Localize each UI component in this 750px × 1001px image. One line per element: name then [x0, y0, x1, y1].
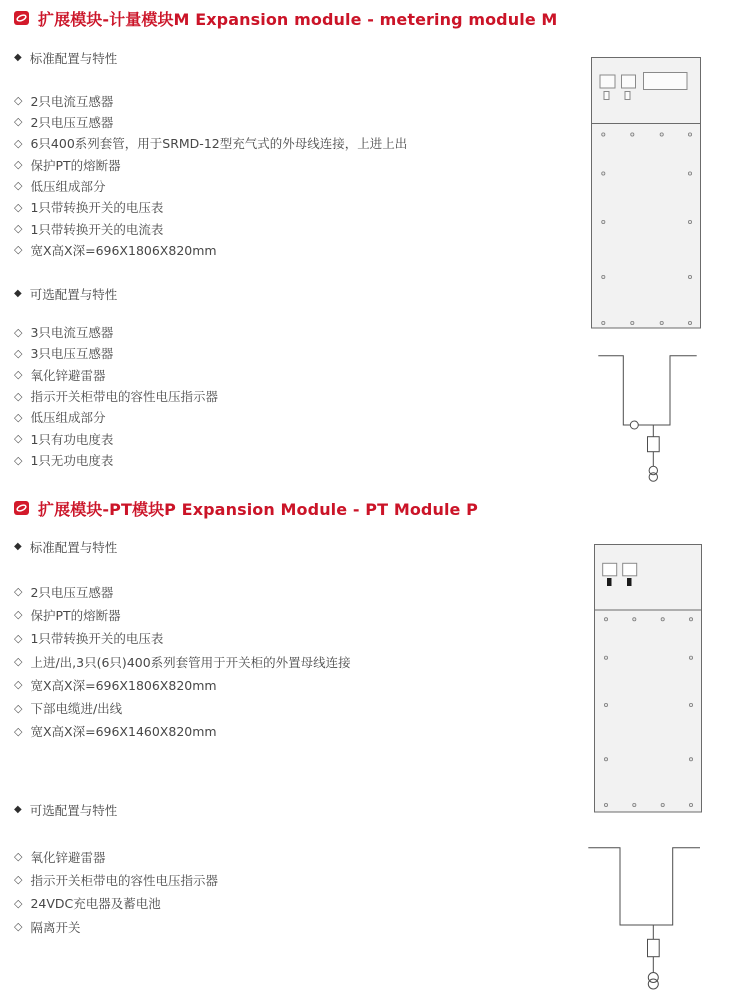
list-item [14, 449, 218, 470]
open-diamond-icon: ◇ [14, 655, 23, 669]
open-diamond-icon: ◇ [14, 896, 23, 910]
open-diamond-icon: ◇ [14, 325, 23, 339]
list-item-text: 保护PT的熔断器 [30, 607, 121, 623]
open-diamond-icon: ◇ [14, 585, 23, 599]
swoosh-icon [14, 11, 29, 25]
brand-badge-icon [14, 11, 29, 25]
meter-window [623, 563, 637, 576]
heading-label: 可选配置与特性 [29, 287, 118, 302]
meter-window [622, 75, 636, 88]
list-item-text: 宽X高X深=696X1806X820mm [30, 242, 217, 258]
list-item [14, 175, 407, 196]
list-item-text: 3只电压互感器 [30, 346, 114, 362]
list-item [14, 428, 218, 449]
filled-diamond-icon: ◆ [14, 804, 22, 815]
list-item [14, 696, 351, 719]
section-1-title: 扩展模块-计量模块M Expansion module - metering module M [38, 9, 558, 29]
open-diamond-icon: ◇ [14, 608, 23, 622]
open-diamond-icon: ◇ [14, 346, 23, 360]
list-item-text: 低压组成部分 [30, 178, 106, 194]
open-diamond-icon: ◇ [14, 678, 23, 692]
list-item-text: 6只400系列套管，用于SRMD-12型充气式的外母线连接，上进上出 [30, 136, 408, 152]
open-diamond-icon: ◇ [14, 724, 23, 738]
cabinet-front-figure-m [591, 57, 701, 329]
list-item-text: 指示开关柜带电的容性电压指示器 [30, 872, 218, 888]
meter-window [600, 75, 615, 88]
list-item-text: 氧化锌避雷器 [30, 367, 106, 383]
list-item [14, 385, 218, 406]
single-line-diagram-svg-m [585, 350, 705, 486]
filled-diamond-icon: ◆ [14, 541, 22, 552]
fuse-symbol [648, 437, 660, 452]
list-item-text: 1只有功电度表 [30, 431, 114, 447]
list-item [14, 650, 351, 673]
list-item-text: 宽X高X深=696X1806X820mm [30, 677, 217, 693]
list-item-text: 下部电缆进/出线 [30, 701, 123, 717]
list-item-text: 2只电压互感器 [30, 584, 114, 600]
open-diamond-icon: ◇ [14, 920, 23, 934]
section-2-title-row [14, 497, 478, 519]
fuse-symbol [648, 939, 660, 956]
busbar-u-loop [598, 356, 696, 425]
nameplate-window [644, 73, 688, 90]
cabinet-front-svg-p [594, 544, 702, 813]
open-diamond-icon: ◇ [14, 410, 23, 424]
heading-label: 可选配置与特性 [29, 803, 118, 818]
current-transformer-symbol [630, 421, 638, 429]
list-item-text: 隔离开关 [30, 919, 81, 935]
meter-window [603, 563, 617, 576]
list-item [14, 343, 218, 364]
switch-slot [607, 578, 612, 586]
list-item [14, 673, 351, 696]
list-item [14, 239, 407, 260]
filled-diamond-icon: ◆ [14, 288, 22, 299]
section-2-optional-list [14, 845, 218, 938]
list-item [14, 892, 218, 915]
heading-label: 标准配置与特性 [29, 51, 118, 66]
list-item-text: 1只无功电度表 [30, 453, 114, 469]
list-item-text: 氧化锌避雷器 [30, 849, 106, 865]
open-diamond-icon: ◇ [14, 453, 23, 467]
list-item-text: 指示开关柜带电的容性电压指示器 [30, 389, 218, 405]
section-1-standard-heading [14, 51, 117, 65]
open-diamond-icon: ◇ [14, 115, 23, 129]
heading-label: 标准配置与特性 [29, 540, 118, 555]
list-item-text: 1只带转换开关的电流表 [30, 221, 164, 237]
circuit-diagram-figure-m [585, 350, 705, 486]
switch-slot [604, 92, 609, 100]
list-item-text: 宽X高X深=696X1460X820mm [30, 724, 217, 740]
open-diamond-icon: ◇ [14, 243, 23, 257]
list-item [14, 154, 407, 175]
open-diamond-icon: ◇ [14, 850, 23, 864]
filled-diamond-icon: ◆ [14, 52, 22, 63]
section-2-title: 扩展模块-PT模块P Expansion Module - PT Module P [38, 499, 479, 519]
section-1-title-row [14, 7, 557, 29]
list-item-text: 3只电流互感器 [30, 325, 114, 341]
list-item-text: 2只电压互感器 [30, 114, 114, 130]
cabinet-front-svg-m [591, 57, 701, 329]
section-1-optional-heading [14, 287, 117, 301]
open-diamond-icon: ◇ [14, 701, 23, 715]
list-item [14, 197, 407, 218]
open-diamond-icon: ◇ [14, 158, 23, 172]
list-item [14, 364, 218, 385]
open-diamond-icon: ◇ [14, 631, 23, 645]
list-item [14, 133, 407, 154]
open-diamond-icon: ◇ [14, 179, 23, 193]
open-diamond-icon: ◇ [14, 389, 23, 403]
open-diamond-icon: ◇ [14, 222, 23, 236]
list-item [14, 915, 218, 938]
list-item-text: 保护PT的熔断器 [30, 157, 121, 173]
list-item [14, 868, 218, 891]
list-item-text: 24VDC充电器及蓄电池 [30, 896, 161, 912]
list-item [14, 111, 407, 132]
open-diamond-icon: ◇ [14, 432, 23, 446]
section-2-standard-list [14, 580, 351, 743]
busbar-u-loop [588, 848, 700, 925]
circuit-diagram-figure-p [585, 842, 705, 992]
section-2-optional-heading [14, 803, 117, 817]
cabinet-front-figure-p [594, 544, 702, 813]
list-item [14, 580, 351, 603]
open-diamond-icon: ◇ [14, 136, 23, 150]
list-item [14, 720, 351, 743]
open-diamond-icon: ◇ [14, 368, 23, 382]
open-diamond-icon: ◇ [14, 94, 23, 108]
open-diamond-icon: ◇ [14, 873, 23, 887]
list-item [14, 218, 407, 239]
list-item-text: 上进/出,3只(6只)400系列套管用于开关柜的外置母线连接 [30, 654, 351, 670]
list-item-text: 1只带转换开关的电压表 [30, 200, 164, 216]
section-1-standard-list [14, 90, 407, 261]
list-item [14, 603, 351, 626]
list-item [14, 627, 351, 650]
list-item-text: 低压组成部分 [30, 410, 106, 426]
single-line-diagram-svg-p [585, 842, 705, 992]
open-diamond-icon: ◇ [14, 200, 23, 214]
list-item-text: 2只电流互感器 [30, 93, 114, 109]
list-item [14, 322, 218, 343]
switch-slot [627, 578, 632, 586]
section-2-standard-heading [14, 540, 117, 554]
list-item [14, 407, 218, 428]
section-1-optional-list [14, 322, 218, 471]
swoosh-icon [14, 501, 29, 515]
switch-slot [625, 92, 630, 100]
brand-badge-icon [14, 501, 29, 515]
list-item [14, 845, 218, 868]
list-item [14, 90, 407, 111]
list-item-text: 1只带转换开关的电压表 [30, 631, 164, 647]
